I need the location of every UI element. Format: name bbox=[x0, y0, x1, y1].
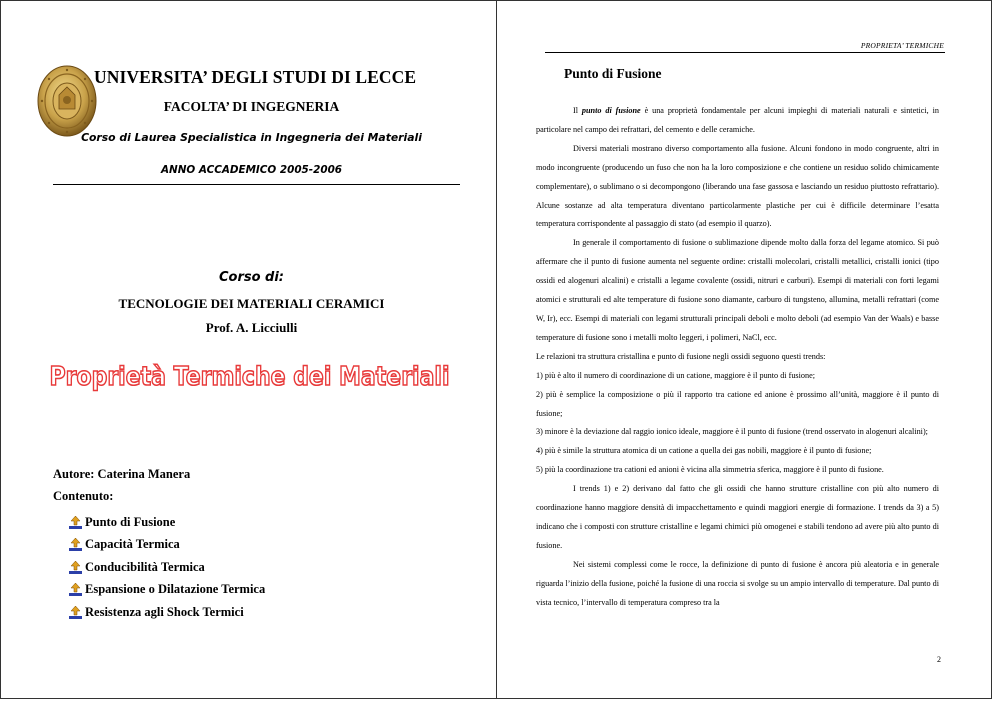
paragraph: Le relazioni tra struttura cristallina e punto di fusione negli ossidi seguono questi trends: bbox=[536, 351, 826, 361]
header-divider bbox=[545, 52, 945, 53]
bullet-arrow-icon bbox=[69, 561, 82, 574]
toc-item[interactable] bbox=[69, 511, 265, 534]
content-page bbox=[496, 0, 992, 699]
section-title: Punto di Fusione bbox=[564, 66, 662, 81]
subject-name: TECNOLOGIE DEI MATERIALI CERAMICI bbox=[118, 296, 385, 311]
paragraph: Nei sistemi complessi come le rocce, la definizione di punto di fusione è ancora più aleatoria e in generale riguarda l’inizio della fusione, poiché la fusione di una roccia si svolge su un ampio intervallo di temperature. Dal punto di vista tecnico, l’intervallo di temperatura compreso tra la bbox=[536, 559, 939, 607]
divider bbox=[53, 184, 460, 185]
toc-item-label: Resistenza agli Shock Termici bbox=[85, 604, 244, 619]
term-highlight: punto di fusione bbox=[581, 106, 641, 115]
author: Autore: Caterina Manera bbox=[53, 467, 191, 481]
paragraph: Diversi materiali mostrano diverso comportamento alla fusione. Alcuni fondono in modo congruente, altri in modo incongruente (producendo un fuso che non ha la loro composizione e che contiene un residuo solido chimicamente complementare), o sublimano o si decompongono (liberando una fase gassosa e lasciando un residuo piuttosto refrattario). Alcune sostanze ad alta temperatura diventano particolarmente plastiche per cui è difficile determinare l’esatta temperatura corrispondente al passaggio di stato (ad esempio il quarzo). bbox=[536, 143, 939, 229]
bullet-arrow-icon bbox=[69, 606, 82, 619]
trend-item: 2) più è semplice la composizione o più il rapporto tra catione ed anione è prossimo all’unità, maggiore è il punto di fusione; bbox=[536, 389, 939, 418]
cover-page bbox=[0, 0, 497, 699]
toc-item[interactable] bbox=[69, 534, 265, 557]
trend-item: 1) più è alto il numero di coordinazione di un catione, maggiore è il punto di fusione; bbox=[536, 370, 815, 380]
university-name: UNIVERSITA’ DEGLI STUDI DI LECCE bbox=[94, 67, 417, 87]
running-header: PROPRIETA’ TERMICHE bbox=[860, 41, 944, 50]
page-number: 2 bbox=[937, 655, 941, 664]
professor-name: Prof. A. Licciulli bbox=[205, 320, 298, 335]
bullet-arrow-icon bbox=[69, 538, 82, 551]
document-title bbox=[31, 359, 468, 393]
toc-item[interactable] bbox=[69, 556, 265, 579]
paragraph: I trends 1) e 2) derivano dal fatto che gli ossidi che hanno strutture cristalline con più alto numero di coordinazione hanno maggiore densità di impacchettamento e quindi maggiori energie di formazione. I trends da 3) a 5) indicano che i composti con strutture cristalline e legami chimici più omogenei e stabili tendono ad avere più alto punto di fusione. bbox=[536, 484, 939, 550]
trend-item: 5) più la coordinazione tra cationi ed anioni è vicina alla simmetria sferica, maggiore è il punto di fusione. bbox=[536, 465, 884, 475]
academic-year: ANNO ACCADEMICO 2005-2006 bbox=[160, 164, 343, 176]
table-of-contents bbox=[69, 511, 265, 624]
trend-item: 3) minore è la deviazione dal raggio ionico ideale, maggiore è il punto di fusione (trend osservato in alogenuri alcalini); bbox=[536, 427, 928, 437]
paragraph: Il punto di fusione è una proprietà fondamentale per alcuni impieghi di materiali naturali e sintetici, in particolare nel campo dei refrattari, del cemento e delle ceramiche. bbox=[536, 106, 939, 134]
toc-item[interactable] bbox=[69, 579, 265, 602]
degree-course: Corso di Laurea Specialistica in Ingegneria dei Materiali bbox=[81, 131, 422, 144]
paragraph: In generale il comportamento di fusione o sublimazione dipende molto dalla forza del legame atomico. Si può affermare che il punto di fusione aumenta nel seguente ordine: cristalli molecolari, cristalli metallici, cristalli ionici (tipo ossidi ed alogenuri alcalini) e cristalli a legame covalente (ossidi, nitruri e carburi). Esempi di materiali con forti legami atomici e strutturali ed alte temperature di fusione sono diamante, carburo di tungsteno, allumina, metalli refrattari (come W, Ir), ecc. Esempi di materiali con legami strutturali principali deboli e molto deboli (ad esempio Van der Waals) e basse temperature di fusione sono i metalli molto leggeri, i polimeri, NaCl, ecc. bbox=[536, 238, 939, 342]
corso-label: Corso di: bbox=[218, 270, 285, 285]
toc-item-label: Capacità Termica bbox=[85, 537, 180, 552]
faculty-name: FACOLTA’ DI INGEGNERIA bbox=[163, 99, 340, 114]
document-title-text: Proprietà Termiche dei Materiali bbox=[49, 362, 450, 392]
trend-item: 4) più è simile la struttura atomica di un catione a quella dei gas nobili, maggiore è il punto di fusione; bbox=[536, 446, 872, 456]
contents-label: Contenuto: bbox=[53, 489, 114, 503]
body-text bbox=[536, 102, 939, 612]
bullet-arrow-icon bbox=[69, 516, 82, 529]
toc-item[interactable] bbox=[69, 601, 265, 624]
toc-item-label: Espansione o Dilatazione Termica bbox=[85, 582, 266, 597]
bullet-arrow-icon bbox=[69, 583, 82, 596]
toc-item-label: Punto di Fusione bbox=[85, 514, 176, 529]
toc-item-label: Conducibilità Termica bbox=[85, 559, 205, 574]
